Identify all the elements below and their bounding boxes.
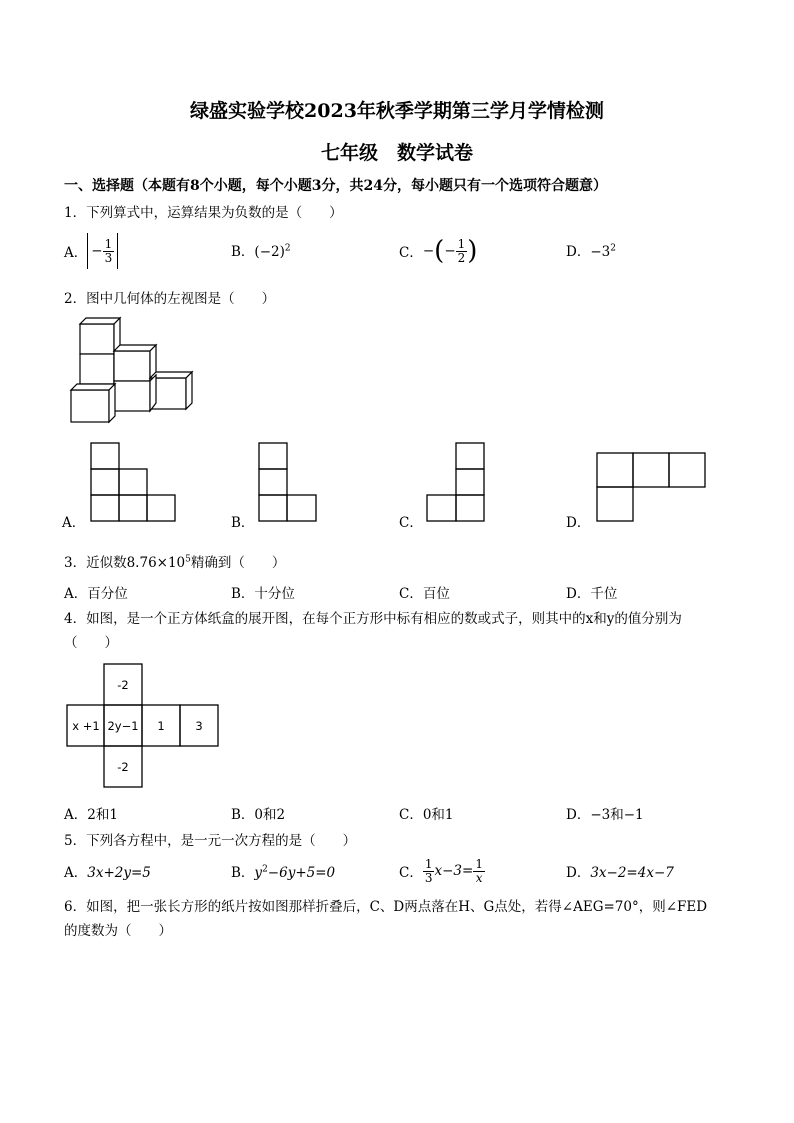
cube xyxy=(71,384,115,422)
question-6-stem-line2: 的度数为（ ） xyxy=(64,923,172,939)
net-right1-value: 1 xyxy=(157,719,165,733)
exponent: 2 xyxy=(284,243,291,254)
option-label: C． xyxy=(399,865,423,881)
q3-option-a: A．百分位 xyxy=(64,586,128,602)
option-label: C． xyxy=(399,245,423,261)
q5-option-d xyxy=(566,861,674,881)
option-label: A． xyxy=(64,865,88,881)
q3-option-b: B．十分位 xyxy=(231,586,295,602)
denominator: 2 xyxy=(457,250,466,265)
net-left-value: x +1 xyxy=(72,719,100,733)
question-2-stem: 2．图中几何体的左视图是（ ） xyxy=(64,291,276,307)
absolute-value xyxy=(87,233,118,269)
question-4-stem-line1: 4．如图，是一个正方体纸盒的展开图，在每个正方形中标有相应的数或式子，则其中的x和y的值分别为 xyxy=(64,611,682,627)
option-label: D． xyxy=(566,865,591,881)
stem-prefix: 3．近似数 xyxy=(64,555,127,571)
page-subtitle: 七年级 数学试卷 xyxy=(320,142,473,164)
q2-option-d-label: D． xyxy=(566,515,591,531)
question-1-stem: 1．下列算式中，运算结果为负数的是（ ） xyxy=(64,205,343,221)
fraction xyxy=(423,858,435,885)
numerator: 1 xyxy=(475,856,483,871)
net-middle-value: 2y−1 xyxy=(107,719,139,733)
scientific-number: 8.76×10 xyxy=(126,555,186,571)
right-paren: ) xyxy=(467,236,478,266)
option-label: B． xyxy=(231,244,255,260)
q1-option-c xyxy=(399,232,477,270)
q2-option-b-label: B． xyxy=(231,515,255,531)
page-title: 绿盛实验学校2023年秋季学期第三学月学情检测 xyxy=(190,100,604,122)
left-paren: ( xyxy=(434,236,445,266)
exponent: 2 xyxy=(610,243,616,254)
equation: 3x+2y=5 xyxy=(87,865,151,881)
option-label: B． xyxy=(231,865,255,881)
solid-figure xyxy=(66,318,196,428)
cube xyxy=(80,318,120,354)
q4-option-a: A．2和1 xyxy=(64,807,118,823)
q5-option-a xyxy=(64,861,151,881)
q2-option-a-label: A． xyxy=(62,515,86,531)
option-label: D． xyxy=(566,244,591,260)
denominator: 3 xyxy=(104,250,113,265)
q2-option-a-view xyxy=(90,442,180,524)
exponent: 5 xyxy=(185,554,191,565)
numerator: 1 xyxy=(424,856,433,871)
outer-minus: − xyxy=(422,243,435,259)
cube-net xyxy=(66,663,222,789)
stem-suffix: 精确到（ ） xyxy=(190,555,286,571)
net-right2-value: 3 xyxy=(195,719,203,733)
exponent: 2 xyxy=(262,864,268,875)
variable: y xyxy=(254,865,263,881)
question-3-stem xyxy=(64,551,285,571)
question-6-stem-line1: 6．如图，把一张长方形的纸片按如图那样折叠后，C、D两点落在H、G点处，若得∠AEG=70°，则∠FED xyxy=(64,899,708,915)
fraction xyxy=(103,238,115,265)
option-label: A． xyxy=(64,245,88,261)
q4-option-b: B．0和2 xyxy=(231,807,286,823)
minus-sign: − xyxy=(91,243,103,259)
equation-middle: x−3= xyxy=(434,863,474,879)
q5-option-b xyxy=(231,861,335,881)
question-5-stem: 5．下列各方程中，是一元一次方程的是（ ） xyxy=(64,833,357,849)
section-heading: 一、选择题（本题有8个小题，每个小题3分，共24分，每小题只有一个选项符合题意） xyxy=(64,178,607,194)
numerator: 1 xyxy=(457,236,466,251)
q3-option-c: C．百位 xyxy=(399,586,450,602)
q1-option-b xyxy=(231,240,291,260)
equation: 3x−2=4x−7 xyxy=(590,865,674,881)
base: (−2) xyxy=(254,244,285,260)
q4-option-d: D．−3和−1 xyxy=(566,807,644,823)
q1-option-d xyxy=(566,240,616,260)
q2-option-c-label: C． xyxy=(399,515,423,531)
q2-option-c-view xyxy=(426,442,488,524)
denominator: x xyxy=(475,870,483,885)
fraction xyxy=(473,858,485,885)
equation-rest: −6y+5=0 xyxy=(267,865,336,881)
net-top-value: -2 xyxy=(117,678,129,692)
q1-option-a xyxy=(64,232,118,270)
inner-minus: − xyxy=(444,243,456,259)
question-4-stem-line2: （ ） xyxy=(64,635,118,651)
q2-option-d-view xyxy=(596,452,708,524)
net-bottom-value: -2 xyxy=(117,760,129,774)
fraction xyxy=(456,238,468,265)
cube xyxy=(114,345,156,381)
base: −3 xyxy=(590,244,611,260)
numerator: 1 xyxy=(104,236,113,251)
q5-option-c xyxy=(399,851,485,891)
q3-option-d: D．千位 xyxy=(566,586,618,602)
q2-option-b-view xyxy=(258,442,320,524)
denominator: 3 xyxy=(424,870,433,885)
q4-option-c: C．0和1 xyxy=(399,807,454,823)
